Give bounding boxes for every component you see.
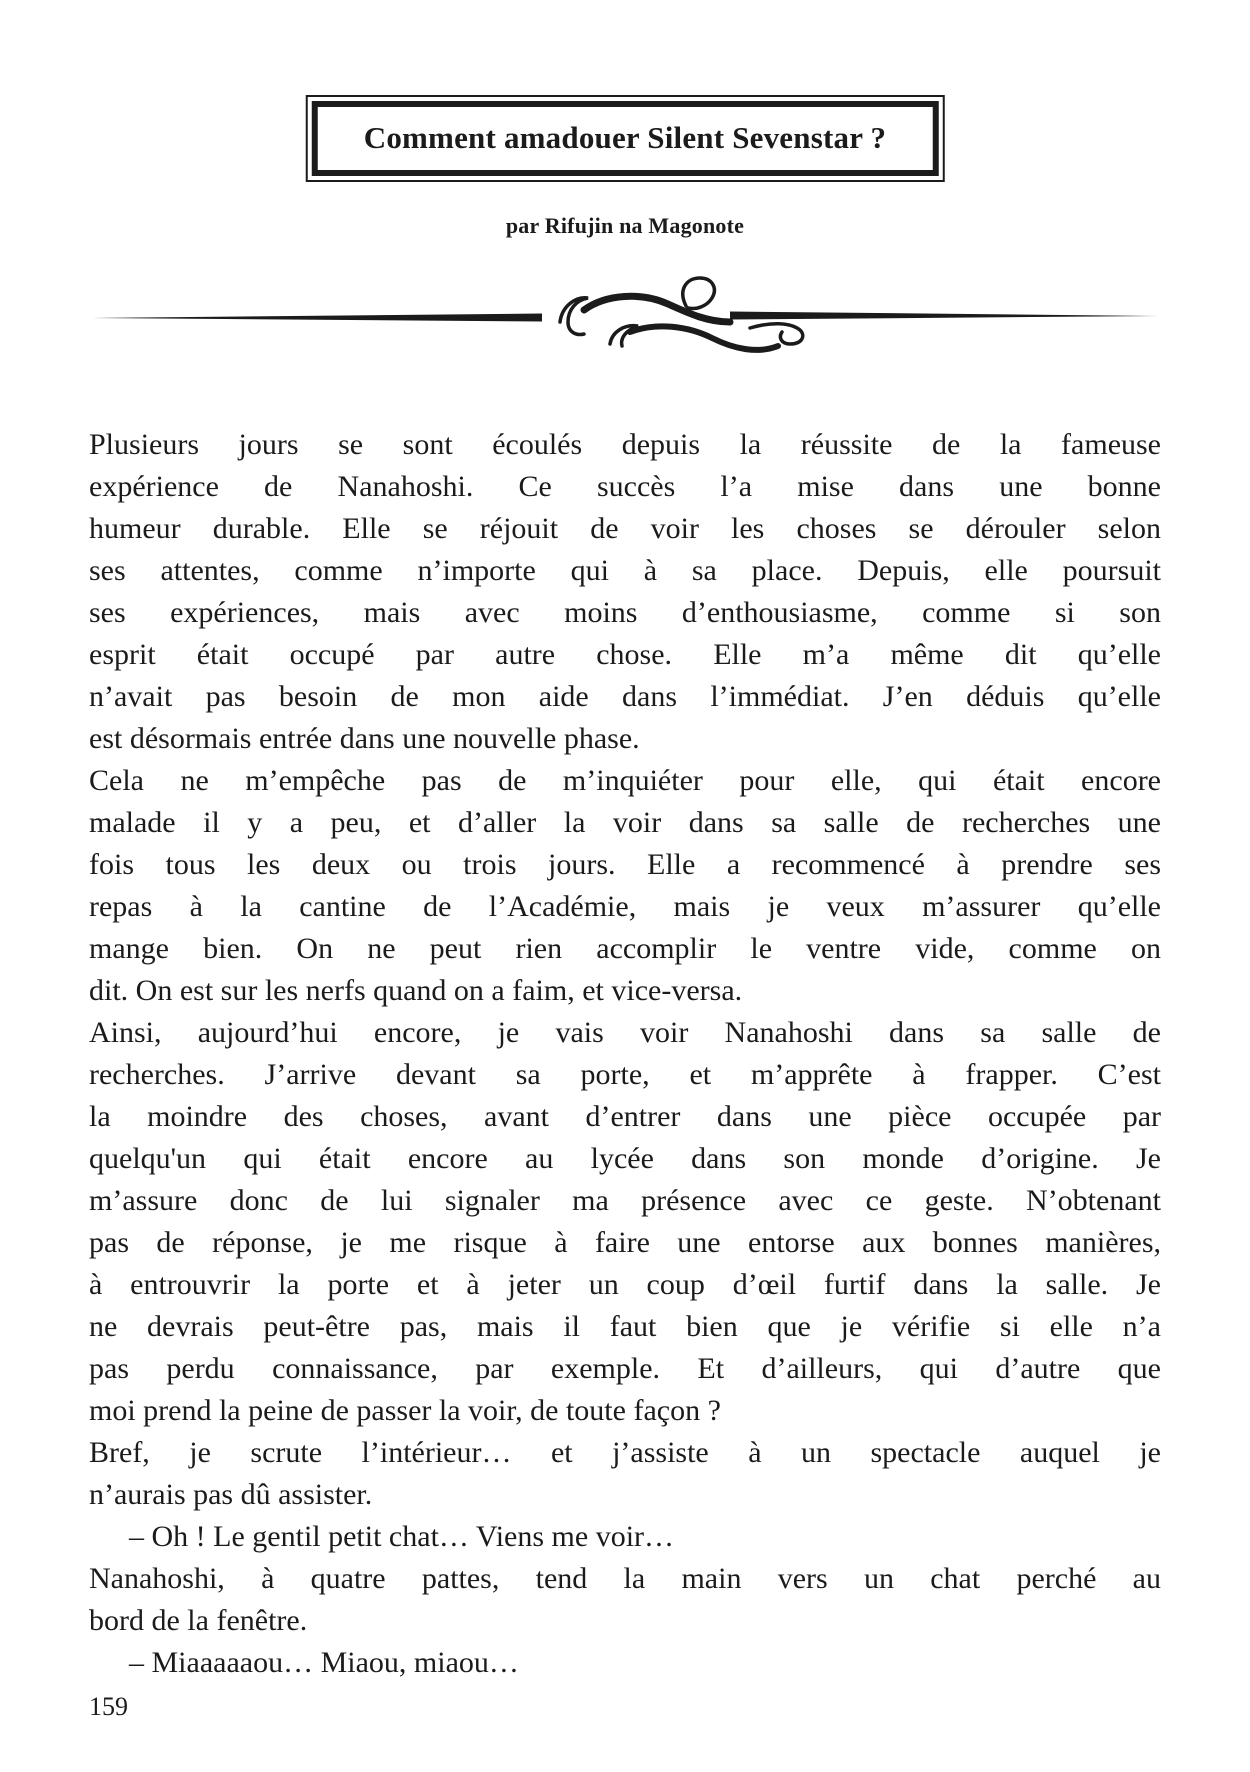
text-line: Cela ne m’empêche pas de m’inquiéter pour elle, qui était encore xyxy=(89,764,1161,797)
page-number: 159 xyxy=(89,1692,128,1721)
text-line: ses attentes, comme n’importe qui à sa place. Depuis, elle poursuit xyxy=(89,554,1161,587)
text-block xyxy=(89,424,1161,1684)
text-line: n’avait pas besoin de mon aide dans l’immédiat. J’en déduis qu’elle xyxy=(89,680,1161,713)
text-line: ses expériences, mais avec moins d’enthousiasme, comme si son xyxy=(89,596,1161,629)
title-box-inner xyxy=(312,101,939,176)
text-line: esprit était occupé par autre chose. Elle m’a même dit qu’elle xyxy=(89,638,1161,671)
text-line: expérience de Nanahoshi. Ce succès l’a mise dans une bonne xyxy=(89,470,1161,503)
text-line: humeur durable. Elle se réjouit de voir les choses se dérouler selon xyxy=(89,512,1161,545)
text-line: pas de réponse, je me risque à faire une entorse aux bonnes manières, xyxy=(89,1226,1161,1259)
section-divider xyxy=(90,270,1160,365)
dialogue-line: – Miaaaaaou… Miaou, miaou… xyxy=(129,1646,519,1679)
text-line: Plusieurs jours se sont écoulés depuis la réussite de la fameuse xyxy=(89,428,1161,461)
divider-right-rule xyxy=(730,312,1158,320)
text-line: quelqu'un qui était encore au lycée dans son monde d’origine. Je xyxy=(89,1142,1161,1175)
text-line: repas à la cantine de l’Académie, mais je veux m’assurer qu’elle xyxy=(89,890,1161,923)
text-line: ne devrais peut-être pas, mais il faut bien que je vérifie si elle n’a xyxy=(89,1310,1161,1343)
text-line: recherches. J’arrive devant sa porte, et m’apprête à frapper. C’est xyxy=(89,1058,1161,1091)
text-line: malade il y a peu, et d’aller la voir dans sa salle de recherches une xyxy=(89,806,1161,839)
text-line: fois tous les deux ou trois jours. Elle a recommencé à prendre ses xyxy=(89,848,1161,881)
text-line: pas perdu connaissance, par exemple. Et d’ailleurs, qui d’autre que xyxy=(89,1352,1161,1385)
text-line: n’aurais pas dû assister. xyxy=(89,1478,373,1511)
text-line: la moindre des choses, avant d’entrer dans une pièce occupée par xyxy=(89,1100,1161,1133)
text-line: Nanahoshi, à quatre pattes, tend la main vers un chat perché au xyxy=(89,1562,1161,1595)
divider-left-rule xyxy=(92,314,542,322)
byline: par Rifujin na Magonote xyxy=(505,213,745,238)
text-line: dit. On est sur les nerfs quand on a faim, et vice-versa. xyxy=(89,974,743,1007)
text-line: est désormais entrée dans une nouvelle phase. xyxy=(89,722,640,755)
page-title: Comment amadouer Silent Sevenstar ? xyxy=(363,120,887,155)
text-line: Ainsi, aujourd’hui encore, je vais voir Nanahoshi dans sa salle de xyxy=(89,1016,1161,1049)
text-line: moi prend la peine de passer la voir, de toute façon ? xyxy=(89,1394,721,1427)
dialogue-line: – Oh ! Le gentil petit chat… Viens me voir… xyxy=(129,1520,675,1553)
text-line: à entrouvrir la porte et à jeter un coup d’œil furtif dans la salle. Je xyxy=(89,1268,1161,1301)
text-line: Bref, je scrute l’intérieur… et j’assiste à un spectacle auquel je xyxy=(89,1436,1161,1469)
text-line: bord de la fenêtre. xyxy=(89,1604,308,1637)
text-line: m’assure donc de lui signaler ma présence avec ce geste. N’obtenant xyxy=(89,1184,1161,1217)
divider-flourish-icon xyxy=(90,270,1160,365)
title-box xyxy=(306,95,945,182)
text-line: mange bien. On ne peut rien accomplir le ventre vide, comme on xyxy=(89,932,1161,965)
